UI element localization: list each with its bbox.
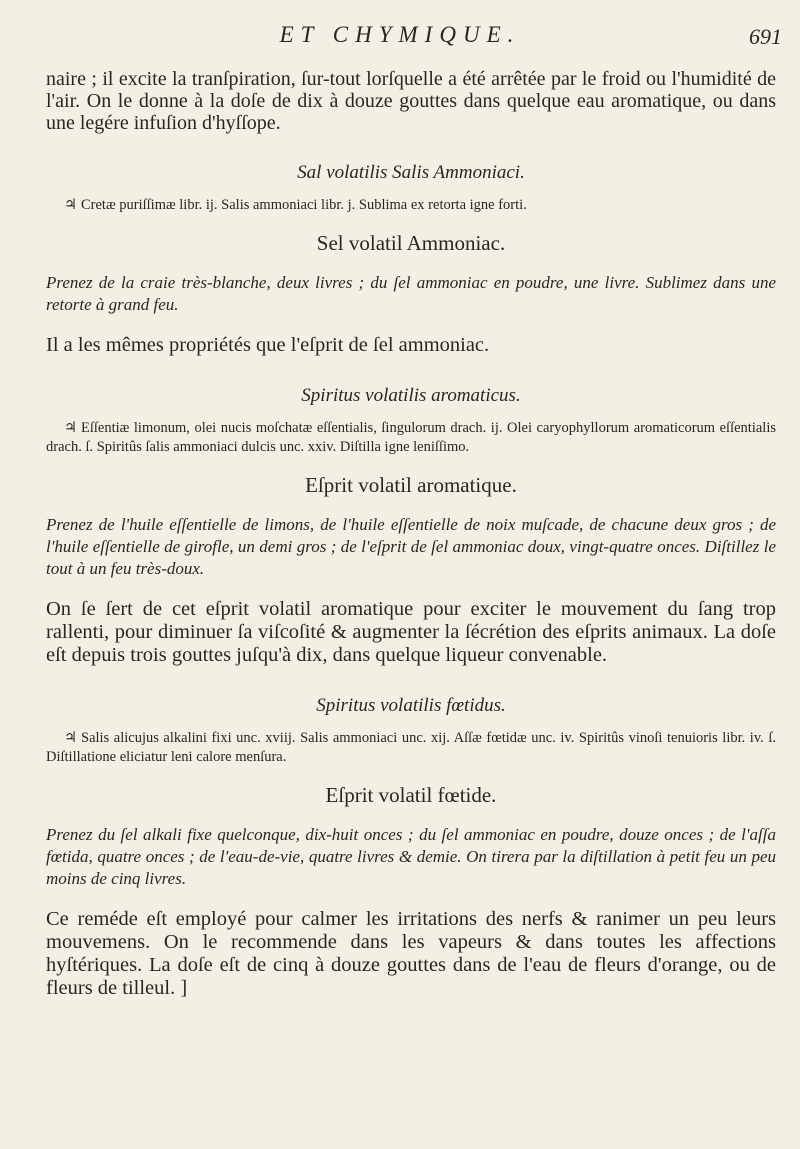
recipe-symbol-icon: ♃: [64, 197, 77, 213]
latin-recipe-title: Sal volatilis Salis Ammoniaci.: [297, 162, 525, 183]
running-title: ET CHYMIQUE.: [279, 22, 521, 47]
french-recipe-title: Sel volatil Ammoniac.: [316, 231, 506, 255]
latin-recipe: [46, 419, 776, 457]
recipe-symbol-icon: ♃: [64, 420, 77, 436]
paragraph: Ce reméde eſt employé pour calmer les irritations des nerfs & ranimer un peu leurs mouvemens. On le recommende dans les vapeurs & dans toutes les affections hyſtériques. La doſe eſt de cinq à douze gouttes dans de l'eau de fleurs d'orange, ou de fleurs de tilleul. ]: [46, 908, 776, 999]
latin-recipe: [46, 196, 776, 215]
latin-recipe-text: Cretæ puriſſimæ libr. ij. Salis ammoniaci libr. j. Sublima ex retorta igne forti.: [81, 197, 527, 213]
page-header: [0, 20, 800, 60]
latin-recipe: [46, 729, 776, 767]
french-recipe-title: Eſprit volatil fœtide.: [325, 783, 497, 807]
page-body: [46, 68, 776, 1000]
paragraph-continued: naire ; il excite la tranſpiration, ſur-tout lorſquelle a été arrêtée par le froid ou l'humidité de l'air. On le donne à la doſe de dix à douze gouttes dans quelque eau aromatique, ou dans une legére infuſion d'hyſſope.: [46, 68, 776, 134]
french-recipe: Prenez du ſel alkali fixe quelconque, dix-huit onces ; du ſel ammoniac en poudre, douze onces ; de l'aſſa fœtida, quatre onces ; de l'eau-de-vie, quatre livres & demie. On tirera par la diſtillation à petit feu un peu moins de cinq livres.: [46, 825, 776, 888]
recipe-symbol-icon: ♃: [64, 730, 77, 746]
latin-recipe-text: Salis alicujus alkalini fixi unc. xviij. Salis ammoniaci unc. xij. Aſſæ fœtidæ unc. iv. Spiritûs vinoſi tenuioris libr. iv. ſ. Diſtillatione eliciatur leni calore menſura.: [46, 730, 776, 765]
french-recipe: Prenez de la craie très-blanche, deux livres ; du ſel ammoniac en poudre, une livre. Sublimez dans une retorte à grand feu.: [46, 273, 776, 314]
latin-recipe-title: Spiritus volatilis fœtidus.: [316, 695, 506, 716]
page-number: 691: [749, 24, 782, 49]
latin-recipe-text: Eſſentiæ limonum, olei nucis moſchatæ eſſentialis, ſingulorum drach. ij. Olei caryophyllorum aromaticorum eſſentialis drach. ſ. Spiritûs ſalis ammoniaci dulcis unc. xxiv. Diſtilla igne leniſſimo.: [46, 420, 776, 455]
latin-recipe-title: Spiritus volatilis aromaticus.: [301, 385, 521, 406]
french-recipe: Prenez de l'huile eſſentielle de limons, de l'huile eſſentielle de noix muſcade, de chacune deux gros ; de l'huile eſſentielle de girofle, un demi gros ; de l'eſprit de ſel ammoniac doux, vingt-quatre onces. Diſtillez le tout à un feu très-doux.: [46, 515, 776, 578]
paragraph: On ſe ſert de cet eſprit volatil aromatique pour exciter le mouvement du ſang trop rallenti, pour diminuer ſa viſcoſité & augmenter la ſécrétion des eſprits animaux. La doſe eſt depuis trois gouttes juſqu'à dix, dans quelque liqueur convenable.: [46, 598, 776, 666]
paragraph: Il a les mêmes propriétés que l'eſprit de ſel ammoniac.: [46, 334, 490, 356]
french-recipe-title: Eſprit volatil aromatique.: [305, 473, 517, 497]
